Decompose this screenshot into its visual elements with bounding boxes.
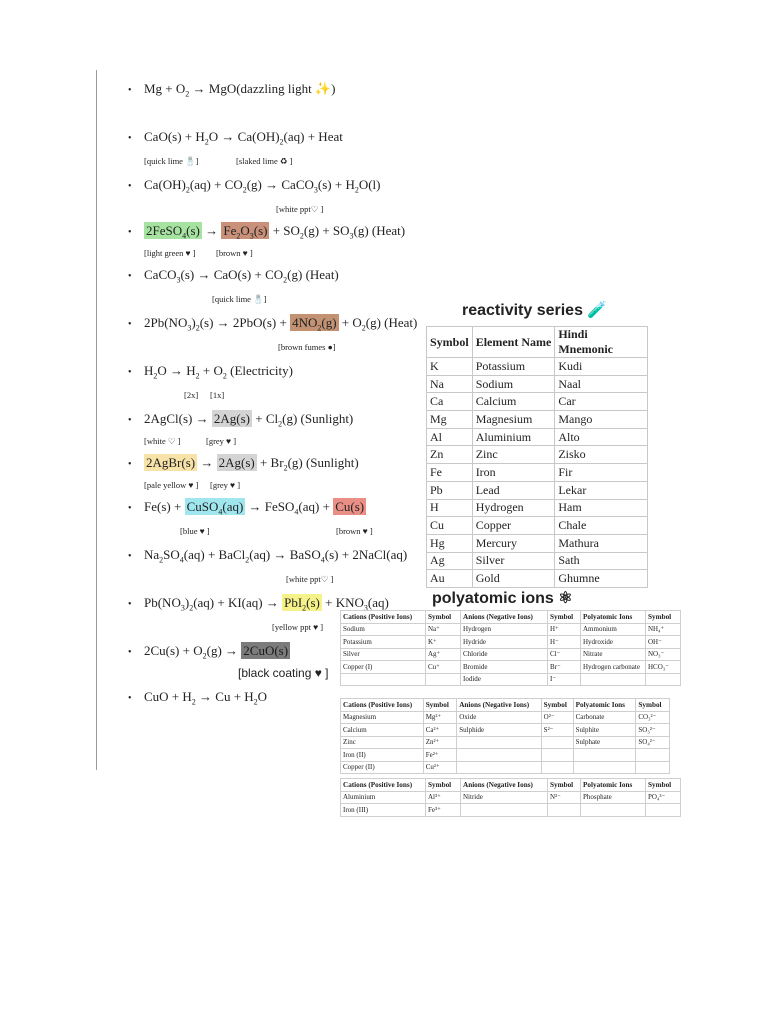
table-header-row [341,699,670,712]
ions-header-cell: Polyatomic Ions [573,699,636,712]
element-name-cell: Copper [472,517,555,535]
ions-cell: Ammonium [581,623,646,636]
ions-cell: Oxide [457,711,541,724]
element-name-cell: Gold [472,570,555,588]
symbol-cell: Au [427,570,473,588]
ions-cell: Hydrogen carbonate [581,661,646,674]
ions-cell: N³⁻ [548,791,581,804]
ions-cell: Cu⁺ [426,661,461,674]
ions-cell: PO₄³⁻ [646,791,681,804]
mnemonic-cell: Ham [555,499,648,517]
symbol-cell: Pb [427,481,473,499]
ions-header-cell: Anions (Negative Ions) [461,611,548,624]
note-light-green: [light green ♥ ] [144,248,196,258]
ions-cell [461,804,548,817]
ions-cell: S²⁻ [541,724,573,737]
mnemonic-cell: Zisko [555,446,648,464]
equation-3: • $Ca(OH)_2(aq) + CO_2(g)$ → CaCO$_3$(s) + $H_2O(l)$ [128,177,381,195]
table-row [341,711,670,724]
table-row [341,648,681,661]
ions-cell: Al³⁺ [426,791,461,804]
mnemonic-cell: Fir [555,464,648,482]
symbol-cell: H [427,499,473,517]
page-margin-line [96,70,97,770]
symbol-cell: Al [427,428,473,446]
ions-cell: Sulphide [457,724,541,737]
ions-cell [581,804,646,817]
ions-cell: NO₃⁻ [646,648,681,661]
equation-4: • 2FeSO$_4$(s) → $Fe_2O_3(s) + SO_2(g) + SO_3(g)$ (Heat) [128,223,406,241]
ions-cell: Ag⁺ [426,648,461,661]
ions-header-cell: Symbol [548,779,581,792]
ions-cell: Fe²⁺ [423,749,457,762]
ions-cell: Iron (II) [341,749,424,762]
table-header-row [427,327,648,358]
table-header-row [341,611,681,624]
ions-cell [457,749,541,762]
ions-cell [646,804,681,817]
ions-cell: Hydride [461,636,548,649]
symbol-cell: K [427,358,473,376]
note-black-coating: [black coating ♥ ] [238,666,329,680]
note-pale-yellow: [pale yellow ♥ ] [144,480,199,490]
mnemonic-cell: Car [555,393,648,411]
note-white-ppt: [white ppt♡ ] [276,204,324,214]
ions-cell [636,761,670,774]
mnemonic-cell: Ghumne [555,570,648,588]
header-hindi-mnemonic: Hindi Mnemonic [555,327,648,358]
note-grey-2: [grey ♥ ] [210,480,241,490]
ions-header-cell: Symbol [548,611,581,624]
mnemonic-cell: Naal [555,375,648,393]
ions-cell: Na⁺ [426,623,461,636]
ions-cell [541,736,573,749]
note-brown-2: [brown ♥ ] [336,526,373,536]
note-brown-fumes: [brown fumes ●] [278,342,336,352]
table-row [427,570,648,588]
mnemonic-cell: Alto [555,428,648,446]
ions-cell: Sulphite [573,724,636,737]
ions-cell: K⁺ [426,636,461,649]
ions-cell: Aluminium [341,791,426,804]
equation-6: • $2Pb(NO_3)_2(s) \to 2PbO(s) + 4NO_2(g) + O_2(g)$ (Heat) [128,315,418,333]
ions-header-cell: Symbol [426,611,461,624]
ions-cell: Mg²⁺ [423,711,457,724]
equation-1: • $Mg + O_2$ → MgO(dazzling light ✨) [128,81,336,99]
note-2x: [2x] [184,390,199,400]
ions-cell: Copper (I) [341,661,426,674]
ions-cell: Calcium [341,724,424,737]
reactivity-table [426,326,648,588]
ions-cell: Ca²⁺ [423,724,457,737]
ions-header-cell: Symbol [646,779,681,792]
ions-cell: Carbonate [573,711,636,724]
element-name-cell: Magnesium [472,411,555,429]
ions-table-1 [340,610,681,686]
ions-cell [457,761,541,774]
ions-cell [573,761,636,774]
symbol-cell: Hg [427,534,473,552]
table-row [427,375,648,393]
ions-cell: Nitride [461,791,548,804]
ions-cell: CO₃²⁻ [636,711,670,724]
ions-table-2 [340,698,670,774]
ions-header-cell: Symbol [636,699,670,712]
note-yellow-ppt: [yellow ppt ♥ ] [272,622,324,632]
ions-cell: Iron (III) [341,804,426,817]
ions-header-cell: Cations (Positive Ions) [341,779,426,792]
polyatomic-ions-title: polyatomic ions ⚛ [432,590,573,607]
table-row [427,481,648,499]
equation-9: • 2AgBr(s) → $2Ag(s) + Br_2(g)$ (Sunlight) [128,455,359,473]
note-brown: [brown ♥ ] [216,248,253,258]
table-row [341,661,681,674]
ions-cell: Magnesium [341,711,424,724]
note-grey: [grey ♥ ] [206,436,237,446]
equation-10: • Fe(s) + CuSO$_4$(aq) → FeSO$_4$(aq) + Cu(s) [128,499,365,517]
symbol-cell: Cu [427,517,473,535]
ions-header-cell: Symbol [426,779,461,792]
ions-cell: Zn²⁺ [423,736,457,749]
mnemonic-cell: Mango [555,411,648,429]
note-blue: [blue ♥ ] [180,526,210,536]
ions-cell: Cl⁻ [548,648,581,661]
ions-cell: H⁻ [548,636,581,649]
table-row [427,499,648,517]
symbol-cell: Ag [427,552,473,570]
ions-cell: Br⁻ [548,661,581,674]
ions-header-cell: Symbol [541,699,573,712]
ions-cell: Fe³⁺ [426,804,461,817]
ions-cell: Phosphate [581,791,646,804]
ions-cell [541,749,573,762]
header-element-name: Element Name [472,327,555,358]
table-row [427,358,648,376]
ions-cell: SO₄²⁻ [636,736,670,749]
mnemonic-cell: Sath [555,552,648,570]
note-slaked-lime: [slaked lime ♻ ] [236,156,293,166]
element-name-cell: Lead [472,481,555,499]
ions-cell [581,673,646,686]
mnemonic-cell: Mathura [555,534,648,552]
ions-cell: Bromide [461,661,548,674]
symbol-cell: Fe [427,464,473,482]
mnemonic-cell: Chale [555,517,648,535]
ions-cell: HCO₃⁻ [646,661,681,674]
ions-cell [646,673,681,686]
ions-cell: H⁺ [548,623,581,636]
ions-cell [457,736,541,749]
element-name-cell: Mercury [472,534,555,552]
equation-13: • $2Cu(s) + O_2(g) \to 2CuO(s)$ [128,643,289,661]
equation-5: • CaCO$_3$(s) → $CaO(s) + CO_2(g)$ (Heat) [128,267,339,285]
ions-cell: Hydroxide [581,636,646,649]
ions-header-cell: Anions (Negative Ions) [457,699,541,712]
ions-cell: Chloride [461,648,548,661]
table-row [341,636,681,649]
element-name-cell: Iron [472,464,555,482]
ions-cell: Iodide [461,673,548,686]
symbol-cell: Zn [427,446,473,464]
ions-cell: Hydrogen [461,623,548,636]
element-name-cell: Zinc [472,446,555,464]
element-name-cell: Sodium [472,375,555,393]
note-1x: [1x] [210,390,225,400]
ions-header-cell: Cations (Positive Ions) [341,611,426,624]
ions-header-cell: Symbol [646,611,681,624]
ions-cell: Cu²⁺ [423,761,457,774]
ions-cell: Potassium [341,636,426,649]
table-row [341,749,670,762]
element-name-cell: Hydrogen [472,499,555,517]
ions-cell: Sodium [341,623,426,636]
note-white-ppt-2: [white ppt♡ ] [286,574,334,584]
ions-cell: SO₃²⁻ [636,724,670,737]
ions-cell: Silver [341,648,426,661]
ions-header-cell: Cations (Positive Ions) [341,699,424,712]
mnemonic-cell: Lekar [555,481,648,499]
equation-14: • CuO + $H_2 \to Cu + H_2O$ [128,689,268,707]
table-row [341,736,670,749]
symbol-cell: Na [427,375,473,393]
table-row [427,534,648,552]
note-quick-lime: [quick lime 🧂] [144,156,199,166]
ions-header-cell: Polyatomic Ions [581,779,646,792]
ions-table-3 [340,778,681,817]
symbol-cell: Mg [427,411,473,429]
equation-8: • 2AgCl(s) → $2Ag(s) + Cl_2(g)$ (Sunlight) [128,411,354,429]
table-row [427,411,648,429]
table-row [427,517,648,535]
table-row [341,761,670,774]
ions-cell [573,749,636,762]
ions-cell [426,673,461,686]
ions-cell: Copper (II) [341,761,424,774]
element-name-cell: Potassium [472,358,555,376]
ions-table-2-clip [340,698,670,774]
equation-11: • $Na_2SO_4(aq)$ + BaCl$_2$(aq) → BaSO$_4$(s) + 2NaCl(aq) [128,547,408,565]
element-name-cell: Calcium [472,393,555,411]
mnemonic-cell: Kudi [555,358,648,376]
ions-header-cell: Polyatomic Ions [581,611,646,624]
table-row [427,428,648,446]
symbol-cell: Ca [427,393,473,411]
ions-cell [548,804,581,817]
table-row [427,552,648,570]
table-row [341,623,681,636]
ions-cell [541,761,573,774]
ions-cell: OH⁻ [646,636,681,649]
ions-cell: Nitrate [581,648,646,661]
reactivity-series-title: reactivity series 🧪 [462,302,608,319]
element-name-cell: Aluminium [472,428,555,446]
equation-12: • $Pb(NO_3)_2(aq) + KI(aq) \to PbI_2(s) + KNO_3(aq)$ [128,595,389,613]
table-row [341,724,670,737]
note-quick-lime-2: [quick lime 🧂] [212,294,267,304]
header-symbol: Symbol [427,327,473,358]
ions-cell: NH₄⁺ [646,623,681,636]
ions-cell: Zinc [341,736,424,749]
ions-cell: Sulphate [573,736,636,749]
note-white: [white ♡ ] [144,436,181,446]
ions-cell: I⁻ [548,673,581,686]
element-name-cell: Silver [472,552,555,570]
table-row [341,673,681,686]
ions-cell: O²⁻ [541,711,573,724]
table-header-row [341,779,681,792]
ions-header-cell: Anions (Negative Ions) [461,779,548,792]
ions-cell [636,749,670,762]
equation-7: • $H_2O \to H_2 + O_2$ (Electricity) [128,363,293,381]
table-row [427,446,648,464]
table-row [427,464,648,482]
table-row [427,393,648,411]
table-row [341,791,681,804]
ions-cell [341,673,426,686]
ions-header-cell: Symbol [423,699,457,712]
table-row [341,804,681,817]
equation-2: • $CaO(s) + H_2O \to Ca(OH)_2(aq)$ + Heat [128,129,343,147]
